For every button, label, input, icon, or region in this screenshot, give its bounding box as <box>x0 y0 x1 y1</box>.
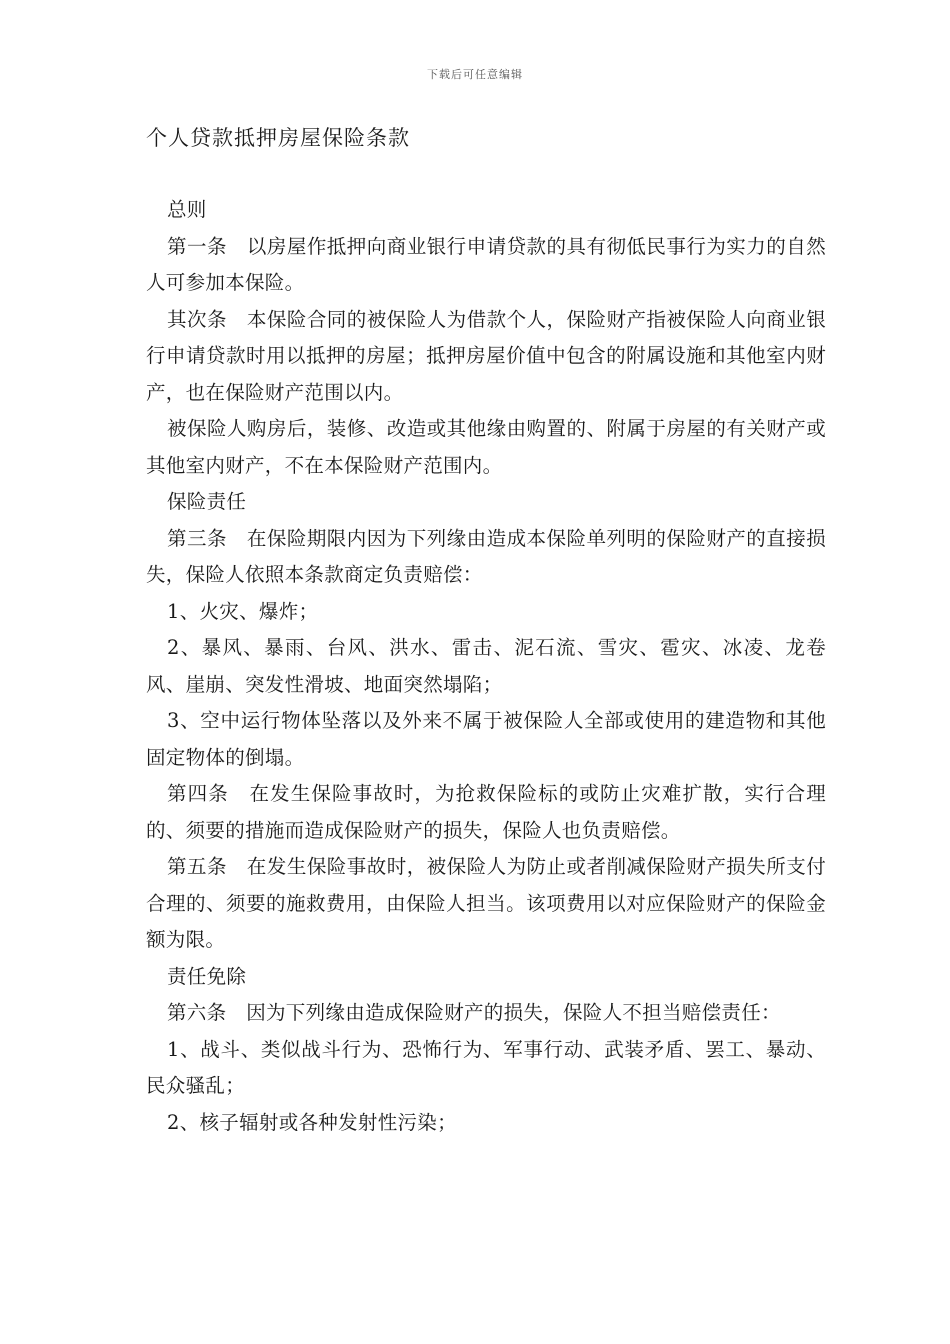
section-heading-liability: 保险责任 <box>167 490 247 513</box>
article-6-item-1: 1、战斗、类似战斗行为、恐怖行为、军事行动、武装矛盾、罢工、暴动、民众骚乱； <box>146 1037 826 1097</box>
header-note: 下载后可任意编辑 <box>427 68 523 81</box>
document-body <box>146 192 826 1141</box>
article-4: 第四条 在发生保险事故时，为抢救保险标的或防止灾难扩散，实行合理的、须要的措施而造成保险财产的损失，保险人也负责赔偿。 <box>146 782 826 842</box>
article-1: 第一条 以房屋作抵押向商业银行申请贷款的具有彻低民事行为实力的自然人可参加本保险。 <box>146 234 826 294</box>
article-6: 第六条 因为下列缘由造成保险财产的损失，保险人不担当赔偿责任： <box>167 1001 781 1024</box>
article-2-supplement: 被保险人购房后，装修、改造或其他缘由购置的、附属于房屋的有关财产或其他室内财产，不在本保险财产范围内。 <box>146 417 826 477</box>
article-3-item-3: 3、空中运行物体坠落以及外来不属于被保险人全部或使用的建造物和其他固定物体的倒塌。 <box>146 709 826 769</box>
section-heading-exclusions: 责任免除 <box>167 964 247 988</box>
article-2: 其次条 本保险合同的被保险人为借款个人，保险财产指被保险人向商业银行申请贷款时用以抵押的房屋；抵押房屋价值中包含的附属设施和其他室内财产，也在保险财产范围以内。 <box>146 307 826 404</box>
article-3: 第三条 在保险期限内因为下列缘由造成本保险单列明的保险财产的直接损失，保险人依照本条款商定负责赔偿： <box>146 526 826 586</box>
document-title: 个人贷款抵押房屋保险条款 <box>146 126 410 150</box>
article-6-item-2: 2、核子辐射或各种发射性污染； <box>167 1110 457 1134</box>
article-5: 第五条 在发生保险事故时，被保险人为防止或者削减保险财产损失所支付合理的、须要的施救费用，由保险人担当。该项费用以对应保险财产的保险金额为限。 <box>146 855 826 951</box>
article-3-item-1: 1、火灾、爆炸； <box>167 599 319 623</box>
section-heading-general: 总则 <box>167 198 207 221</box>
article-3-item-2: 2、暴风、暴雨、台风、洪水、雷击、泥石流、雪灾、雹灾、冰凌、龙卷风、崖崩、突发性滑坡、地面突然塌陷； <box>146 636 826 696</box>
